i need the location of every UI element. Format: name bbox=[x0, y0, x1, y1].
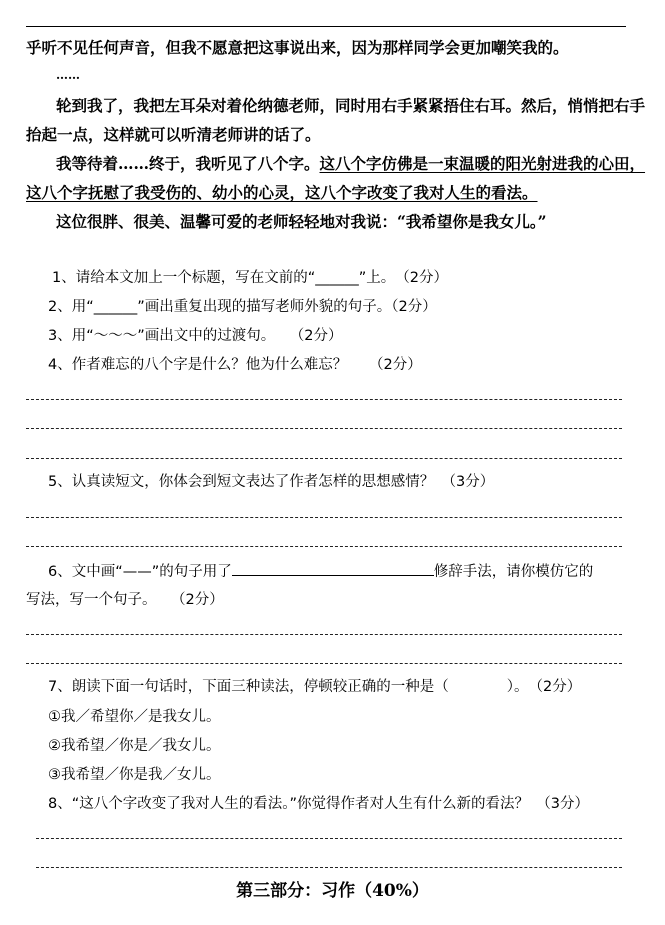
question-6 bbox=[48, 561, 593, 582]
question-8: 8、“这八个字改变了我对人生的看法。”你觉得作者对人生有什么新的看法？ （3分） bbox=[48, 796, 589, 812]
question-7-option-2: ②我希望／你是／我女儿。 bbox=[48, 738, 221, 754]
section-title: 第三部分：习作（40%） bbox=[236, 881, 429, 901]
question-7: 7、朗读下面一句话时，下面三种读法，停顿较正确的一种是（ ）。 （2分） bbox=[48, 679, 582, 695]
answer-line-q5-2[interactable] bbox=[26, 546, 622, 547]
answer-line-q6-1[interactable] bbox=[26, 634, 622, 635]
question-5: 5、认真读短文，你体会到短文表达了作者怎样的思想感情？ （3分） bbox=[48, 474, 495, 490]
passage-line-6: 这位很胖、很美、温馨可爱的老师轻轻地对我说：“我希望你是我女儿。” bbox=[56, 212, 547, 231]
question-6-line-2: 写法，写一个句子。 （2分） bbox=[26, 592, 224, 608]
passage-line-3: 抬起一点，这样就可以听清老师讲的话了。 bbox=[26, 125, 321, 144]
answer-line-q8-2[interactable] bbox=[36, 867, 622, 868]
question-2: 2、用“______”画出重复出现的描写老师外貌的句子。（2分） bbox=[48, 299, 437, 315]
answer-line-q8-1[interactable] bbox=[36, 838, 622, 839]
question-3: 3、用“～～～”画出文中的过渡句。 （2分） bbox=[48, 328, 343, 344]
answer-line-q4-2[interactable] bbox=[26, 428, 622, 429]
passage-line-4-underlined: 这八个字仿佛是一束温暖的阳光射进我的心田， bbox=[319, 154, 646, 173]
passage-line-4-plain: 我等待着……终于，我听见了八个字。 bbox=[56, 154, 320, 173]
question-1: 1、请给本文加上一个标题，写在文前的“______”上。 （2分） bbox=[52, 270, 448, 286]
answer-line-q4-3[interactable] bbox=[26, 458, 622, 459]
answer-line-q4-1[interactable] bbox=[26, 399, 622, 400]
passage-line-5: 这八个字抚慰了我受伤的、幼小的心灵，这八个字改变了我对人生的看法。 bbox=[26, 183, 538, 202]
answer-line-q6-2[interactable] bbox=[26, 663, 622, 664]
question-6-after: 修辞手法，请你模仿它的 bbox=[433, 564, 594, 580]
rhetoric-blank[interactable] bbox=[232, 561, 434, 576]
question-4: 4、作者难忘的八个字是什么？他为什么难忘？ （2分） bbox=[48, 357, 422, 373]
passage-line-1: 乎听不见任何声音，但我不愿意把这事说出来，因为那样同学会更加嘲笑我的。 bbox=[26, 38, 569, 57]
answer-line-q5-1[interactable] bbox=[26, 517, 622, 518]
top-rule bbox=[26, 26, 626, 27]
question-7-option-1: ①我／希望你／是我女儿。 bbox=[48, 709, 221, 725]
question-6-before: 6、文中画“——”的句子用了 bbox=[48, 564, 232, 580]
passage-line-4 bbox=[56, 154, 645, 174]
passage-ellipsis: …… bbox=[56, 68, 80, 82]
question-7-option-3: ③我希望／你是我／女儿。 bbox=[48, 767, 221, 783]
passage-line-2: 轮到我了，我把左耳朵对着伦纳德老师，同时用右手紧紧捂住右耳。然后，悄悄把右手 bbox=[56, 96, 646, 115]
